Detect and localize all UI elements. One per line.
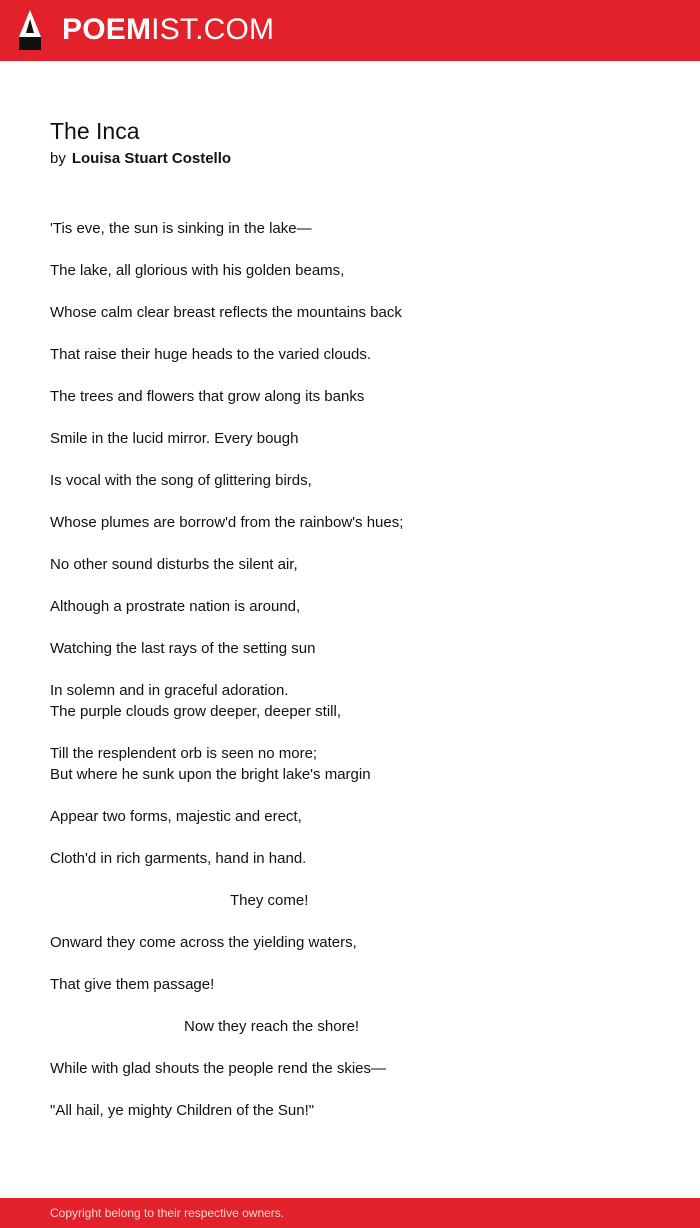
poem-line: Cloth'd in rich garments, hand in hand. <box>50 850 307 867</box>
poem-line: Is vocal with the song of glittering birds, <box>50 472 312 489</box>
stanza <box>50 638 650 659</box>
poem-line: 'Tis eve, the sun is sinking in the lake— <box>50 220 312 237</box>
site-header <box>0 0 700 61</box>
poem-line: But where he sunk upon the bright lake's margin <box>50 766 371 783</box>
stanza <box>50 932 650 953</box>
copyright-text: Copyright belong to their respective owners. <box>50 1206 285 1220</box>
stanza <box>50 974 650 995</box>
poem-line: That give them passage! <box>50 976 215 993</box>
poem-line: The purple clouds grow deeper, deeper still, <box>50 703 342 720</box>
poem-line: Although a prostrate nation is around, <box>50 598 301 615</box>
stanza <box>50 1058 650 1079</box>
poem-line: That raise their huge heads to the varied clouds. <box>50 346 372 363</box>
poem-line: Whose plumes are borrow'd from the rainbow's hues; <box>50 514 404 531</box>
stanza <box>50 512 650 533</box>
byline <box>50 148 231 170</box>
poem-line: Till the resplendent orb is seen no more; <box>50 745 318 762</box>
logo-light-text: IST.COM <box>151 13 275 46</box>
stanza <box>50 743 650 785</box>
stanza <box>50 890 650 911</box>
poem-line: Whose calm clear breast reflects the mountains back <box>50 304 402 321</box>
poem-line: They come! <box>230 892 309 909</box>
author-name: Louisa Stuart Costello <box>71 150 232 167</box>
poem-line: No other sound disturbs the silent air, <box>50 556 298 573</box>
stanza <box>50 386 650 407</box>
by-label: by <box>50 150 66 167</box>
poem-line: The trees and flowers that grow along its banks <box>50 388 365 405</box>
logo-bold-text: POEM <box>62 13 152 46</box>
stanza <box>50 1100 650 1121</box>
site-logo-link[interactable] <box>62 12 274 48</box>
stanza <box>50 848 650 869</box>
poem-body <box>50 218 650 1142</box>
pencil-tip-icon[interactable] <box>17 9 43 51</box>
poem-line: While with glad shouts the people rend the skies— <box>50 1060 387 1077</box>
stanza <box>50 680 650 722</box>
poem-line: Onward they come across the yielding waters, <box>50 934 357 951</box>
site-footer <box>0 1198 700 1228</box>
stanza <box>50 806 650 827</box>
stanza <box>50 596 650 617</box>
poem-line: Watching the last rays of the setting sun <box>50 640 316 657</box>
poem-line: Now they reach the shore! <box>184 1018 360 1035</box>
stanza <box>50 1016 650 1037</box>
stanza <box>50 554 650 575</box>
poem-line: Smile in the lucid mirror. Every bough <box>50 430 299 447</box>
stanza <box>50 302 650 323</box>
poem-line: "All hail, ye mighty Children of the Sun!" <box>50 1102 315 1119</box>
poem-line: Appear two forms, majestic and erect, <box>50 808 302 825</box>
poem-line: In solemn and in graceful adoration. <box>50 682 289 699</box>
stanza <box>50 428 650 449</box>
stanza <box>50 218 650 239</box>
stanza <box>50 260 650 281</box>
poem-title: The Inca <box>50 118 140 144</box>
stanza <box>50 344 650 365</box>
stanza <box>50 470 650 491</box>
poem-line: The lake, all glorious with his golden beams, <box>50 262 345 279</box>
